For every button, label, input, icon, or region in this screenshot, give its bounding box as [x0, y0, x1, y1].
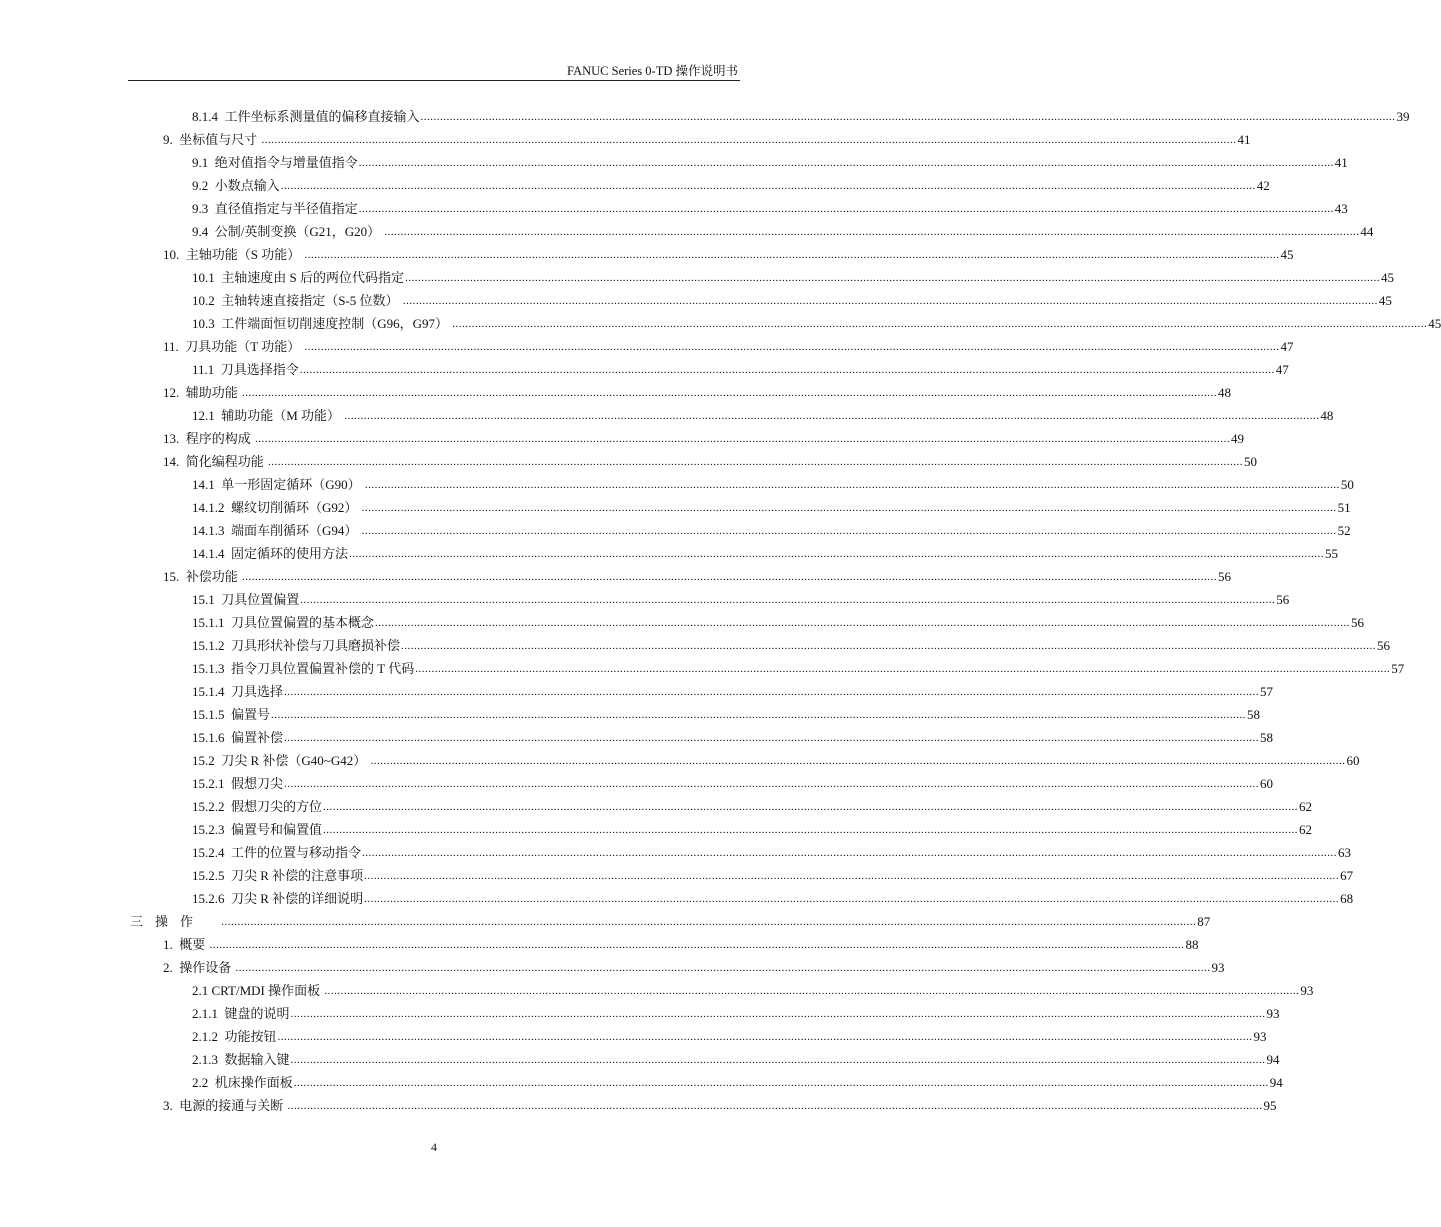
toc-entry-page: 94	[1266, 1052, 1280, 1067]
toc-entry[interactable]	[163, 954, 1225, 976]
toc-entry[interactable]	[192, 264, 1394, 286]
toc-entry[interactable]	[192, 977, 1314, 999]
toc-entry-page: 87	[1197, 914, 1211, 929]
toc-entry-title: 10. 主轴功能（S 功能）	[163, 247, 304, 262]
toc-entry-title: 15.2 刀尖 R 补偿（G40~G42）	[192, 753, 370, 768]
toc-entry[interactable]	[163, 931, 1199, 953]
toc-leader-dots: ............................................................................................................................................................................................................................................................................................................	[304, 341, 1280, 353]
toc-entry-page: 58	[1260, 730, 1274, 745]
toc-entry-title: 15.2.1 假想刀尖	[192, 776, 284, 791]
toc-entry-page: 67	[1340, 868, 1354, 883]
toc-entry-title: 13. 程序的构成	[163, 431, 255, 446]
toc-entry[interactable]	[192, 517, 1351, 539]
toc-leader-dots: ............................................................................................................................................................................................................................................................................................................	[271, 709, 1247, 721]
toc-leader-dots: ............................................................................................................................................................................................................................................................................................................	[221, 916, 1197, 928]
toc-entry-title: 9.4 公制/英制变换（G21，G20）	[192, 224, 384, 239]
toc-entry[interactable]	[163, 1092, 1277, 1114]
toc-entry-page: 93	[1266, 1006, 1280, 1021]
toc-entry-page: 47	[1275, 362, 1289, 377]
toc-entry-page: 57	[1391, 661, 1405, 676]
toc-leader-dots: ............................................................................................................................................................................................................................................................................................................	[255, 433, 1231, 445]
toc-entry[interactable]	[192, 1046, 1280, 1068]
toc-entry-title: 11. 刀具功能（T 功能）	[163, 339, 304, 354]
toc-leader-dots: ............................................................................................................................................................................................................................................................................................................	[420, 111, 1396, 123]
toc-entry[interactable]	[163, 126, 1251, 148]
toc-entry-page: 63	[1338, 845, 1352, 860]
toc-entry[interactable]	[192, 1023, 1267, 1045]
toc-entry-page: 45	[1380, 270, 1394, 285]
toc-entry[interactable]	[192, 747, 1360, 769]
toc-entry-page: 47	[1280, 339, 1294, 354]
toc-leader-dots: ............................................................................................................................................................................................................................................................................................................	[384, 226, 1360, 238]
toc-entry-title: 2.2 机床操作面板	[192, 1075, 293, 1090]
page-number: 4	[431, 1140, 437, 1154]
toc-entry[interactable]	[192, 402, 1334, 424]
toc-entry[interactable]	[192, 885, 1354, 907]
toc-entry[interactable]	[163, 241, 1294, 263]
toc-entry[interactable]	[192, 701, 1261, 723]
toc-entry[interactable]	[163, 333, 1294, 355]
toc-leader-dots: ............................................................................................................................................................................................................................................................................................................	[293, 1077, 1269, 1089]
toc-entry-page: 95	[1263, 1098, 1277, 1113]
toc-entry[interactable]	[192, 862, 1354, 884]
toc-entry-page: 56	[1377, 638, 1391, 653]
toc-entry-page: 42	[1256, 178, 1270, 193]
toc-entry-title: 2.1.3 数据输入键	[192, 1052, 290, 1067]
toc-entry-title: 2.1.1 键盘的说明	[192, 1006, 290, 1021]
toc-entry[interactable]	[192, 471, 1354, 493]
toc-entry[interactable]	[192, 586, 1290, 608]
toc-leader-dots: ............................................................................................................................................................................................................................................................................................................	[284, 732, 1260, 744]
toc-entry[interactable]	[192, 655, 1405, 677]
toc-leader-dots: ............................................................................................................................................................................................................................................................................................................	[370, 755, 1346, 767]
toc-leader-dots: ............................................................................................................................................................................................................................................................................................................	[404, 272, 1380, 284]
toc-leader-dots: ............................................................................................................................................................................................................................................................................................................	[364, 893, 1340, 905]
toc-entry-title: 2. 操作设备	[163, 960, 235, 975]
toc-leader-dots: ............................................................................................................................................................................................................................................................................................................	[364, 479, 1340, 491]
toc-leader-dots: ............................................................................................................................................................................................................................................................................................................	[361, 502, 1337, 514]
toc-leader-dots: ............................................................................................................................................................................................................................................................................................................	[284, 686, 1260, 698]
toc-leader-dots: ............................................................................................................................................................................................................................................................................................................	[235, 962, 1211, 974]
header-title: FANUC Series 0-TD 操作说明书	[567, 64, 738, 78]
toc-entry-page: 49	[1231, 431, 1245, 446]
toc-entry-title: 14.1.2 螺纹切削循环（G92）	[192, 500, 361, 515]
toc-entry-page: 52	[1337, 523, 1351, 538]
toc-leader-dots: ............................................................................................................................................................................................................................................................................................................	[344, 410, 1320, 422]
toc-leader-dots: ............................................................................................................................................................................................................................................................................................................	[361, 525, 1337, 537]
toc-entry-page: 45	[1280, 247, 1294, 262]
toc-leader-dots: ............................................................................................................................................................................................................................................................................................................	[375, 617, 1351, 629]
toc-entry[interactable]	[163, 563, 1232, 585]
toc-entry[interactable]	[192, 356, 1289, 378]
toc-leader-dots: ............................................................................................................................................................................................................................................................................................................	[401, 640, 1377, 652]
toc-entry[interactable]	[192, 195, 1348, 217]
toc-entry-title: 15.1.3 指令刀具位置偏置补偿的 T 代码	[192, 661, 415, 676]
toc-entry-title: 15.1 刀具位置偏置	[192, 592, 300, 607]
toc-entry-page: 68	[1340, 891, 1354, 906]
toc-entry-title: 11.1 刀具选择指令	[192, 362, 299, 377]
toc-leader-dots: ............................................................................................................................................................................................................................................................................................................	[242, 571, 1218, 583]
toc-leader-dots: ............................................................................................................................................................................................................................................................................................................	[300, 594, 1276, 606]
toc-entry-title: 8.1.4 工件坐标系测量值的偏移直接输入	[192, 109, 420, 124]
toc-leader-dots: ............................................................................................................................................................................................................................................................................................................	[364, 870, 1340, 882]
toc-leader-dots: ............................................................................................................................................................................................................................................................................................................	[324, 985, 1300, 997]
toc-entry-title: 15.2.3 偏置号和偏置值	[192, 822, 323, 837]
toc-entry-title: 三操作	[130, 914, 221, 929]
toc-entry[interactable]	[192, 609, 1365, 631]
toc-leader-dots: ............................................................................................................................................................................................................................................................................................................	[358, 203, 1334, 215]
toc-leader-dots: ............................................................................................................................................................................................................................................................................................................	[277, 1031, 1253, 1043]
toc-entry-page: 51	[1337, 500, 1351, 515]
toc-entry[interactable]	[192, 793, 1313, 815]
toc-entry-title: 14.1 单一形固定循环（G90）	[192, 477, 364, 492]
toc-entry[interactable]	[192, 218, 1374, 240]
toc-entry-title: 14. 简化编程功能	[163, 454, 268, 469]
toc-leader-dots: ............................................................................................................................................................................................................................................................................................................	[452, 318, 1428, 330]
toc-entry-title: 15. 补偿功能	[163, 569, 242, 584]
toc-entry-title: 12.1 辅助功能（M 功能）	[192, 408, 344, 423]
toc-entry-title: 2.1 CRT/MDI 操作面板	[192, 983, 324, 998]
toc-entry[interactable]	[192, 724, 1274, 746]
toc-leader-dots: ............................................................................................................................................................................................................................................................................................................	[362, 847, 1338, 859]
toc-entry-page: 60	[1260, 776, 1274, 791]
toc-entry-title: 9.2 小数点输入	[192, 178, 280, 193]
toc-entry[interactable]	[192, 149, 1348, 171]
toc-entry[interactable]	[192, 816, 1313, 838]
toc-entry-title: 9. 坐标值与尺寸	[163, 132, 261, 147]
toc-entry-page: 93	[1211, 960, 1225, 975]
toc-entry-page: 56	[1218, 569, 1232, 584]
toc-entry-title: 1. 概要	[163, 937, 209, 952]
toc-entry[interactable]	[192, 678, 1274, 700]
toc-entry[interactable]	[163, 425, 1245, 447]
toc-entry-page: 45	[1428, 316, 1441, 331]
page-header	[128, 58, 740, 81]
toc-entry-page: 56	[1276, 592, 1290, 607]
toc-leader-dots: ............................................................................................................................................................................................................................................................................................................	[304, 249, 1280, 261]
toc-entry-page: 88	[1185, 937, 1199, 952]
toc-entry-page: 62	[1299, 799, 1313, 814]
toc-leader-dots: ............................................................................................................................................................................................................................................................................................................	[284, 778, 1260, 790]
toc-leader-dots: ............................................................................................................................................................................................................................................................................................................	[299, 364, 1275, 376]
toc-entry-title: 15.1.4 刀具选择	[192, 684, 284, 699]
toc-entry-page: 94	[1269, 1075, 1283, 1090]
toc-leader-dots: ............................................................................................................................................................................................................................................................................................................	[323, 824, 1299, 836]
toc-leader-dots: ............................................................................................................................................................................................................................................................................................................	[261, 134, 1237, 146]
toc-entry-title: 10.3 工件端面恒切削速度控制（G96，G97）	[192, 316, 452, 331]
toc-leader-dots: ............................................................................................................................................................................................................................................................................................................	[242, 387, 1218, 399]
toc-entry-page: 41	[1334, 155, 1348, 170]
toc-leader-dots: ............................................................................................................................................................................................................................................................................................................	[323, 801, 1299, 813]
toc-entry[interactable]	[163, 448, 1258, 470]
toc-entry-title: 15.1.5 偏置号	[192, 707, 271, 722]
toc-entry-title: 15.1.1 刀具位置偏置的基本概念	[192, 615, 375, 630]
toc-entry[interactable]	[192, 540, 1339, 562]
toc-entry-title: 15.1.6 偏置补偿	[192, 730, 284, 745]
toc-entry-page: 56	[1351, 615, 1365, 630]
toc-entry-page: 39	[1396, 109, 1410, 124]
toc-entry-page: 93	[1300, 983, 1314, 998]
toc-entry-page: 44	[1360, 224, 1374, 239]
toc-entry[interactable]	[163, 379, 1232, 401]
toc-entry-page: 43	[1334, 201, 1348, 216]
toc-entry[interactable]	[192, 310, 1441, 332]
toc-entry[interactable]	[192, 172, 1270, 194]
toc-entry[interactable]	[192, 632, 1391, 654]
toc-entry-title: 2.1.2 功能按钮	[192, 1029, 277, 1044]
toc-entry-page: 41	[1237, 132, 1251, 147]
toc-leader-dots: ............................................................................................................................................................................................................................................................................................................	[268, 456, 1244, 468]
toc-entry-page: 93	[1253, 1029, 1267, 1044]
toc-entry-title: 10.1 主轴速度由 S 后的两位代码指定	[192, 270, 404, 285]
toc-entry-page: 45	[1378, 293, 1392, 308]
toc-leader-dots: ............................................................................................................................................................................................................................................................................................................	[415, 663, 1391, 675]
toc-entry-page: 58	[1247, 707, 1261, 722]
toc-leader-dots: ............................................................................................................................................................................................................................................................................................................	[209, 939, 1185, 951]
toc-entry-title: 12. 辅助功能	[163, 385, 242, 400]
toc-entry-page: 48	[1218, 385, 1232, 400]
toc-entry-title: 15.2.2 假想刀尖的方位	[192, 799, 323, 814]
toc-entry[interactable]	[192, 770, 1274, 792]
toc-entry-title: 14.1.4 固定循环的使用方法	[192, 546, 349, 561]
toc-entry-page: 57	[1260, 684, 1274, 699]
toc-entry-title: 3. 电源的接通与关断	[163, 1098, 287, 1113]
toc-entry-title: 15.2.5 刀尖 R 补偿的注意事项	[192, 868, 364, 883]
toc-entry-title: 10.2 主轴转速直接指定（S-5 位数）	[192, 293, 402, 308]
toc-leader-dots: ............................................................................................................................................................................................................................................................................................................	[290, 1054, 1266, 1066]
toc-entry[interactable]	[192, 287, 1392, 309]
toc-entry-title: 9.3 直径值指定与半径值指定	[192, 201, 358, 216]
toc-leader-dots: ............................................................................................................................................................................................................................................................................................................	[358, 157, 1334, 169]
toc-entry-title: 15.2.6 刀尖 R 补偿的详细说明	[192, 891, 364, 906]
toc-entry[interactable]	[130, 908, 1211, 930]
toc-entry-page: 62	[1299, 822, 1313, 837]
toc-entry-title: 14.1.3 端面车削循环（G94）	[192, 523, 361, 538]
toc-entry-page: 50	[1340, 477, 1354, 492]
toc-entry-title: 15.1.2 刀具形状补偿与刀具磨损补偿	[192, 638, 401, 653]
toc-entry[interactable]	[192, 839, 1352, 861]
toc-leader-dots: ............................................................................................................................................................................................................................................................................................................	[402, 295, 1378, 307]
toc-entry-page: 50	[1244, 454, 1258, 469]
toc-leader-dots: ............................................................................................................................................................................................................................................................................................................	[290, 1008, 1266, 1020]
toc-leader-dots: ............................................................................................................................................................................................................................................................................................................	[280, 180, 1256, 192]
toc-leader-dots: ............................................................................................................................................................................................................................................................................................................	[349, 548, 1325, 560]
toc-entry-title: 9.1 绝对值指令与增量值指令	[192, 155, 358, 170]
toc-entry[interactable]	[192, 1069, 1283, 1091]
toc-entry[interactable]	[192, 1000, 1280, 1022]
toc-leader-dots: ............................................................................................................................................................................................................................................................................................................	[287, 1100, 1263, 1112]
toc-entry-page: 60	[1346, 753, 1360, 768]
toc-entry-title: 15.2.4 工件的位置与移动指令	[192, 845, 362, 860]
toc-entry[interactable]	[192, 103, 1410, 125]
toc-entry-page: 55	[1325, 546, 1339, 561]
toc-entry-page: 48	[1320, 408, 1334, 423]
toc-entry[interactable]	[192, 494, 1351, 516]
